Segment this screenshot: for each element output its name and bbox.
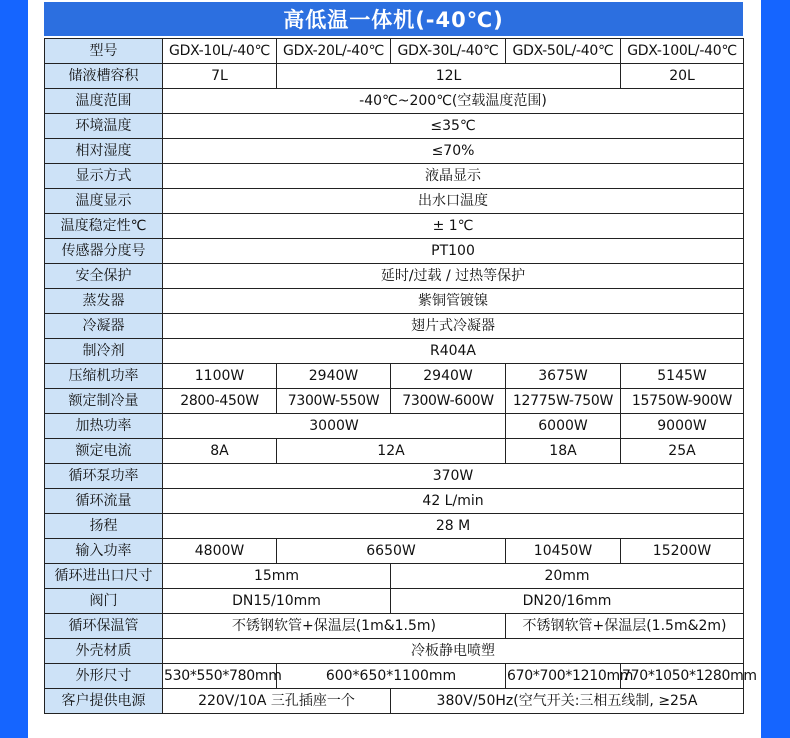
valve-cell: DN20/16mm bbox=[391, 589, 744, 614]
table-row bbox=[45, 214, 744, 239]
table-row bbox=[45, 389, 744, 414]
table-row bbox=[45, 264, 744, 289]
table-row bbox=[45, 239, 744, 264]
current-cell: 12A bbox=[277, 439, 506, 464]
row-label-ambient: 环境温度 bbox=[45, 114, 163, 139]
current-cell: 18A bbox=[506, 439, 621, 464]
row-label-sensor: 传感器分度号 bbox=[45, 239, 163, 264]
power-supply-cell: 380V/50Hz(空气开关:三相五线制, ≥25A bbox=[391, 689, 744, 714]
sensor-cell: PT100 bbox=[163, 239, 744, 264]
valve-cell: DN15/10mm bbox=[163, 589, 391, 614]
cooling-cell: 12775W-750W bbox=[506, 389, 621, 414]
row-label-pump: 循环泵功率 bbox=[45, 464, 163, 489]
safety-cell: 延时/过载 / 过热等保护 bbox=[163, 264, 744, 289]
row-label-cooling: 额定制冷量 bbox=[45, 389, 163, 414]
row-label-power-supply: 客户提供电源 bbox=[45, 689, 163, 714]
heating-cell: 9000W bbox=[621, 414, 744, 439]
row-label-flow: 循环流量 bbox=[45, 489, 163, 514]
cooling-cell: 7300W-600W bbox=[391, 389, 506, 414]
table-row bbox=[45, 314, 744, 339]
row-label-temp-display: 温度显示 bbox=[45, 189, 163, 214]
temp-range-cell: -40℃~200℃(空载温度范围) bbox=[163, 89, 744, 114]
condenser-cell: 翅片式冷凝器 bbox=[163, 314, 744, 339]
flow-cell: 42 L/min bbox=[163, 489, 744, 514]
model-cell: GDX-20L/-40℃ bbox=[277, 39, 391, 64]
row-label-insulation: 循环保温管 bbox=[45, 614, 163, 639]
table-row bbox=[45, 364, 744, 389]
row-label-heating: 加热功率 bbox=[45, 414, 163, 439]
power-supply-cell: 220V/10A 三孔插座一个 bbox=[163, 689, 391, 714]
row-label-input-power: 输入功率 bbox=[45, 539, 163, 564]
table-row bbox=[45, 39, 744, 64]
table-row bbox=[45, 564, 744, 589]
cooling-cell: 15750W-900W bbox=[621, 389, 744, 414]
port-cell: 20mm bbox=[391, 564, 744, 589]
head-cell: 28 M bbox=[163, 514, 744, 539]
table-row bbox=[45, 139, 744, 164]
input-power-cell: 15200W bbox=[621, 539, 744, 564]
evaporator-cell: 紫铜管镀镍 bbox=[163, 289, 744, 314]
table-row bbox=[45, 64, 744, 89]
row-label-compressor: 压缩机功率 bbox=[45, 364, 163, 389]
page-title: 高低温一体机(-40℃) bbox=[44, 2, 743, 36]
insulation-cell: 不锈钢软管+保温层(1m&1.5m) bbox=[163, 614, 506, 639]
stability-cell: ± 1℃ bbox=[163, 214, 744, 239]
spec-table bbox=[44, 38, 757, 714]
table-row bbox=[45, 664, 744, 689]
table-row bbox=[45, 689, 744, 714]
row-label-valve: 阀门 bbox=[45, 589, 163, 614]
model-cell: GDX-50L/-40℃ bbox=[506, 39, 621, 64]
dimensions-cell: 670*700*1210mm bbox=[506, 664, 621, 689]
humidity-cell: ≤70% bbox=[163, 139, 744, 164]
table-row bbox=[45, 514, 744, 539]
table-row bbox=[45, 89, 744, 114]
ambient-cell: ≤35℃ bbox=[163, 114, 744, 139]
temp-display-cell: 出水口温度 bbox=[163, 189, 744, 214]
tank-cell: 12L bbox=[277, 64, 621, 89]
input-power-cell: 4800W bbox=[163, 539, 277, 564]
shell-cell: 冷板静电喷塑 bbox=[163, 639, 744, 664]
row-label-model: 型号 bbox=[45, 39, 163, 64]
table-row bbox=[45, 439, 744, 464]
dimensions-cell: 530*550*780mm bbox=[163, 664, 277, 689]
table-row bbox=[45, 164, 744, 189]
table-row bbox=[45, 539, 744, 564]
row-label-tank: 储液槽容积 bbox=[45, 64, 163, 89]
compressor-cell: 3675W bbox=[506, 364, 621, 389]
port-cell: 15mm bbox=[163, 564, 391, 589]
row-label-display-mode: 显示方式 bbox=[45, 164, 163, 189]
table-row bbox=[45, 464, 744, 489]
input-power-cell: 10450W bbox=[506, 539, 621, 564]
input-power-cell: 6650W bbox=[277, 539, 506, 564]
heating-cell: 6000W bbox=[506, 414, 621, 439]
heating-cell: 3000W bbox=[163, 414, 506, 439]
row-label-condenser: 冷凝器 bbox=[45, 314, 163, 339]
row-label-current: 额定电流 bbox=[45, 439, 163, 464]
row-label-shell: 外壳材质 bbox=[45, 639, 163, 664]
row-label-head: 扬程 bbox=[45, 514, 163, 539]
model-cell: GDX-100L/-40℃ bbox=[621, 39, 744, 64]
row-label-humidity: 相对湿度 bbox=[45, 139, 163, 164]
table-row bbox=[45, 489, 744, 514]
row-label-port: 循环进出口尺寸 bbox=[45, 564, 163, 589]
model-cell: GDX-10L/-40℃ bbox=[163, 39, 277, 64]
refrigerant-cell: R404A bbox=[163, 339, 744, 364]
cooling-cell: 2800-450W bbox=[163, 389, 277, 414]
display-mode-cell: 液晶显示 bbox=[163, 164, 744, 189]
cooling-cell: 7300W-550W bbox=[277, 389, 391, 414]
dimensions-cell: 600*650*1100mm bbox=[277, 664, 506, 689]
row-label-refrigerant: 制冷剂 bbox=[45, 339, 163, 364]
table-row bbox=[45, 114, 744, 139]
row-label-temp-range: 温度范围 bbox=[45, 89, 163, 114]
row-label-dimensions: 外形尺寸 bbox=[45, 664, 163, 689]
insulation-cell: 不锈钢软管+保温层(1.5m&2m) bbox=[506, 614, 744, 639]
table-row bbox=[45, 289, 744, 314]
tank-cell: 7L bbox=[163, 64, 277, 89]
compressor-cell: 1100W bbox=[163, 364, 277, 389]
pump-cell: 370W bbox=[163, 464, 744, 489]
row-label-evaporator: 蒸发器 bbox=[45, 289, 163, 314]
current-cell: 25A bbox=[621, 439, 744, 464]
table-row bbox=[45, 589, 744, 614]
row-label-stability: 温度稳定性℃ bbox=[45, 214, 163, 239]
table-row bbox=[45, 639, 744, 664]
current-cell: 8A bbox=[163, 439, 277, 464]
row-label-safety: 安全保护 bbox=[45, 264, 163, 289]
table-row bbox=[45, 339, 744, 364]
table-row bbox=[45, 189, 744, 214]
model-cell: GDX-30L/-40℃ bbox=[391, 39, 506, 64]
tank-cell: 20L bbox=[621, 64, 744, 89]
table-row bbox=[45, 414, 744, 439]
compressor-cell: 2940W bbox=[391, 364, 506, 389]
table-row bbox=[45, 614, 744, 639]
compressor-cell: 2940W bbox=[277, 364, 391, 389]
dimensions-cell: 770*1050*1280mm bbox=[621, 664, 744, 689]
compressor-cell: 5145W bbox=[621, 364, 744, 389]
